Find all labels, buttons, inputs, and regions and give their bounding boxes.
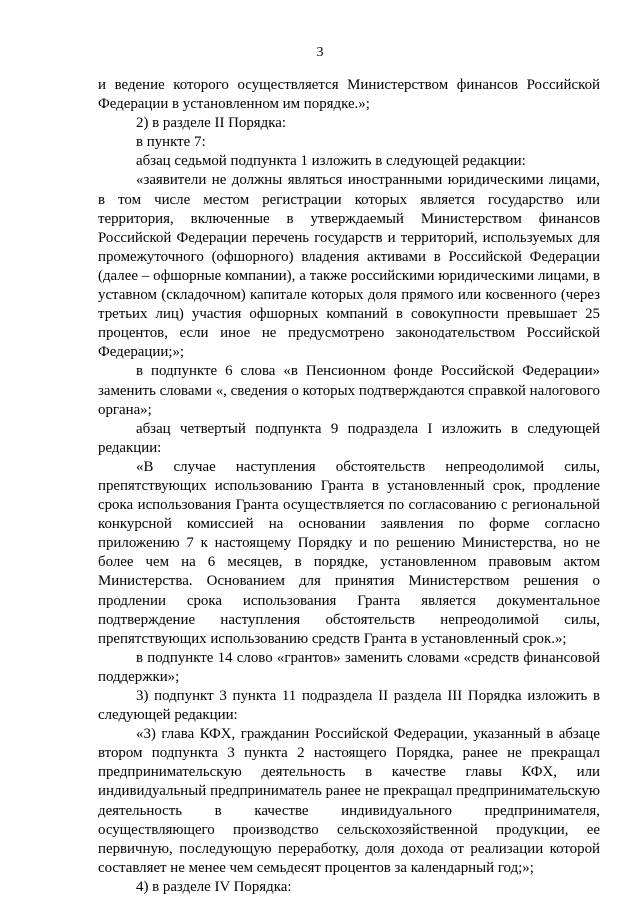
paragraph: в подпункте 6 слова «в Пенсионном фонде Российской Федерации» заменить словами «, сведения о которых подтверждаются справкой налогового органа»; <box>98 363 600 418</box>
paragraph: «В случае наступления обстоятельств непреодолимой силы, препятствующих использованию Гранта в установленный срок, продление срока использования Гранта осуществляется по согласованию с региональной конкурсной комиссией на основании заявления по форме согласно приложению 7 к настоящему Порядку и по решению Министерства, но не более чем на 6 месяцев, в порядке, установленном правовым актом Министерства. Основанием для принятия Министерством решения о продлении срока использования Гранта является документальное подтверждение наступления обстоятельств непреодолимой силы, препятствующих использованию средств Гранта в установленный срок.»; <box>98 458 600 647</box>
paragraph: абзац седьмой подпункта 1 изложить в следующей редакции: <box>136 153 526 170</box>
paragraph: «3) глава КФХ, гражданин Российской Федерации, указанный в абзаце втором подпункта 3 пункта 2 настоящего Порядка, ранее не прекращал предпринимательскую деятельность в качестве главы КФХ, или индивидуальный предприниматель ранее не прекращал предпринимательскую деятельность в качестве индивидуального предпринимателя, осуществляющего производство сельскохозяйственной продукции, ее первичную, последующую переработку, доля дохода от реализации которой составляет не менее чем семьдесят процентов за календарный год;»; <box>98 726 600 876</box>
paragraph: и ведение которого осуществляется Министерством финансов Российской Федерации в установленном им порядке.»; <box>98 77 600 113</box>
paragraph: «заявители не должны являться иностранными юридическими лицами, в том числе местом регистрации которых является государство или территория, включенные в утверждаемый Министерством финансов Российской Федерации перечень государств и территорий, используемых для промежуточного (офшорного) владения активами в Российской Федерации (далее – офшорные компании), а также российскими юридическими лицами, в уставном (складочном) капитале которых доля прямого или косвенного (через третьих лиц) участия офшорных компаний в совокупности превышает 25 процентов, если иное не предусмотрено законодательством Российской Федерации;»; <box>98 172 600 361</box>
paragraph: в подпункте 14 слово «грантов» заменить словами «средств финансовой поддержки»; <box>98 649 600 685</box>
paragraph: 2) в разделе II Порядка: <box>136 115 286 132</box>
paragraph: 3) подпункт 3 пункта 11 подраздела II раздела III Порядка изложить в следующей редакции: <box>98 688 600 724</box>
paragraph: в пункте 7: <box>136 134 206 151</box>
paragraph: абзац четвертый подпункта 9 подраздела I изложить в следующей редакции: <box>98 420 600 456</box>
paragraph: 4) в разделе IV Порядка: <box>136 878 292 895</box>
document-body <box>98 76 600 897</box>
page-number: 3 <box>316 45 324 60</box>
